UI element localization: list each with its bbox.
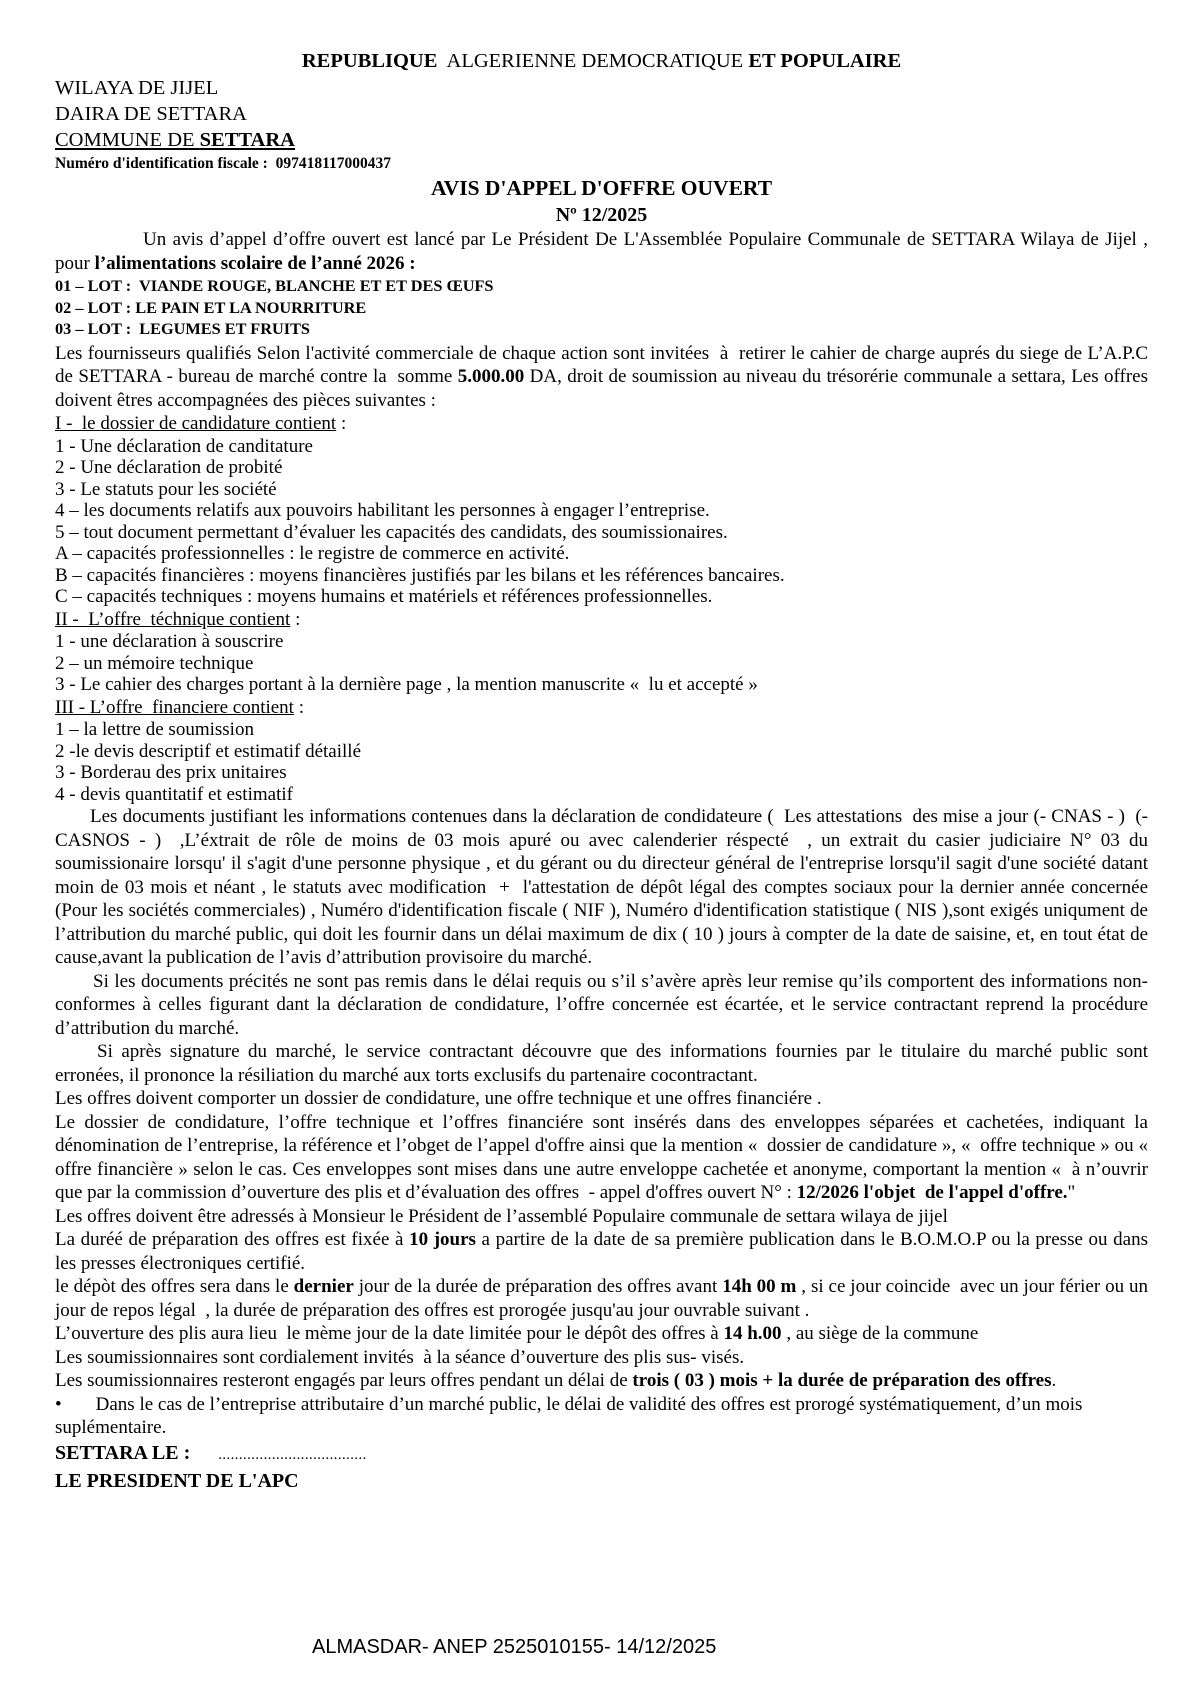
reference-appel-bold: 12/2026 l'objet de l'appel d'offre.: [796, 1182, 1068, 1203]
paragraph-ouverture-plis: L’ouverture des plis aura lieu le mème jour de la date limitée pour le dépôt des offres à 14 h.00 , au siège de la commune: [55, 1323, 979, 1344]
capacite-item-c: C – capacités techniques : moyens humains et matériels et références professionnelles.: [55, 586, 713, 607]
date-dotted-line: ....................................: [218, 1446, 367, 1463]
paragraph-duree-preparation: La duréé de préparation des offres est fixée à 10 jours a partire de la date de sa première publication dans le B.O.M.O.P ou la presse ou dans les presses électroniques certifié.: [55, 1229, 1153, 1274]
paragraph-delai-remise: Si les documents précités ne sont pas remis dans le délai requis ou s’il s’avère après leur remise qu’ils comportent des informations non-conformes à celles figurant dant la déclaration de condidature, l’offre concernée est écartée, et le service contractant reprend la procédure d’attribution du marché.: [55, 970, 1153, 1039]
signature-date-line: [55, 1440, 1148, 1468]
offre-financiere-item-4: 4 - devis quantitatif et estimatif: [55, 783, 293, 805]
header-republique-bold: REPUBLIQUE: [301, 50, 438, 72]
notice-number: Nº 12/2025: [555, 204, 648, 226]
bullet-icon: •: [55, 1393, 62, 1415]
offre-financiere-item-1: 1 – la lettre de soumission: [55, 719, 254, 740]
lot-line-3: 03 – LOT : LEGUMES ET FRUITS: [55, 319, 310, 338]
lot-line-1: 01 – LOT : VIANDE ROUGE, BLANCHE ET ET DES ŒUFS: [55, 276, 494, 295]
commune-label: COMMUNE DE: [55, 129, 200, 151]
section-3-heading: III - L’offre financiere contient :: [55, 696, 304, 718]
commune-name: SETTARA: [199, 129, 295, 151]
lot-line-2: 02 – LOT : LE PAIN ET LA NOURRITURE: [55, 297, 367, 317]
capacite-item-a: A – capacités professionnelles : le registre de commerce en activité.: [55, 543, 570, 564]
paragraph-intro: Un avis d’appel d’offre ouvert est lancé par Le Président De L'Assemblée Populaire Communale de SETTARA Wilaya de Jijel , pour l’alimentations scolaire de l’anné 2026 :: [55, 229, 1153, 274]
notice-title: AVIS D'APPEL D'OFFRE OUVERT: [430, 176, 773, 200]
heure-depot-bold: 14h 00 m: [722, 1276, 797, 1297]
dossier-item-2: 2 - Une déclaration de probité: [55, 457, 283, 478]
paragraph-fournisseurs: Les fournisseurs qualifiés Selon l'activité commerciale de chaque action sont invitées à retirer le cahier de charge auprés du siege de L’A.P.C de SETTARA - bureau de marché contre la somme 5.000.00 DA, droit de soumission au niveau du trésorérie communale a settara, Les offres doivent êtres accompagnées des pièces suivantes :: [55, 342, 1153, 411]
paragraph-invitation: Les soumissionnaires sont cordialement invités à la séance d’ouverture des plis sus- visés.: [55, 1346, 745, 1368]
dernier-bold: dernier: [293, 1276, 354, 1297]
footer-anep: ALMASDAR- ANEP 2525010155- 14/12/2025: [312, 1636, 717, 1658]
paragraph-engagement: Les soumissionnaires resteront engagés par leurs offres pendant un délai de trois ( 03 ) mois + la durée de préparation des offres.: [55, 1370, 1057, 1391]
header-republique-mid: ALGERIENNE DEMOCRATIQUE: [437, 50, 749, 72]
bullet-item: • Dans le cas de l’entreprise attributaire d’un marché public, le délai de validité des offres est prorogé systématiquement, d’un mois suplémentaire.: [55, 1393, 1088, 1438]
section-1-heading: I - le dossier de candidature contient :: [55, 413, 347, 434]
paragraph-signature-marche: Si après signature du marché, le service contractant découvre que des informations fournies par le titulaire du marché public sont erronées, il prononce la résiliation du marché aux torts exclusifs du partenaire cocontractant.: [55, 1041, 1153, 1086]
paragraph-documents-justificatifs: Les documents justifiant les informations contenues dans la déclaration de condidateure ( Les attestations des mise a jour (- CNAS - ) (-CASNOS - ) ,L’éxtrait de rôle de moins de 03 mois apuré ou avec calenderier réspecté , un extrait du casier judiciaire N° 03 du soumissionaire lorsqu' il s'agit d'une personne physique , et du gérant ou du directeur général de l'entreprise lorsqu'il sagit d'une société datant moin de 03 mois et néant , le statuts avec modification + l'attestation de dépôt légal des comptes sociaux pour la dernier année concernée (Pour les sociétés commerciales) , Numéro d'identification fiscale ( NIF ), Numéro d'identification statistique ( NIS ),sont exigés uniqument de l’attribution du marché public, qui doit les fournir dans un délai maximum de dix ( 10 ) jours à compter de la date de saisine, et, en tout état de cause,avant la publication de l’avis d’attribution provisoire du marché.: [55, 806, 1158, 968]
offre-technique-item-3: 3 - Le cahier des charges portant à la dernière page , la mention manuscrite « lu et accepté »: [55, 674, 758, 695]
settara-le-label: SETTARA LE :: [55, 1441, 191, 1464]
offre-financiere-item-2: 2 -le devis descriptif et estimatif détaillé: [55, 740, 362, 762]
header-daira: DAIRA DE SETTARA: [55, 103, 247, 125]
capacite-item-b: B – capacités financières : moyens financières justifiés par les bilans et les références bancaires.: [55, 564, 785, 586]
dossier-item-1: 1 - Une déclaration de canditature: [55, 435, 313, 457]
header-nif: Numéro d'identification fiscale : 097418117000437: [55, 155, 391, 172]
offre-technique-item-1: 1 - une déclaration à souscrire: [55, 631, 284, 652]
duree-bold: 10 jours: [409, 1229, 476, 1250]
header-wilaya: WILAYA DE JIJEL: [55, 77, 219, 99]
signature-president: LE PRESIDENT DE L'APC: [55, 1469, 299, 1492]
paragraph-enveloppes: Le dossier de condidature, l’offre technique et l’offres financiére sont insérés dans des enveloppes séparées et cachetées, indiquant la dénomination de l’entreprise, la référence et l’obget de l’appel d'offre ainsi que la mention « dossier de candidature », « offre technique » ou « offre financière » selon le cas. Ces enveloppes sont mises dans une autre enveloppe cachetée et anonyme, comportant la mention « à n’ouvrir que par la commission d’ouverture des plis et d’évaluation des offres - appel d'offres ouvert N° : 12/2026 l'objet de l'appel d'offre.": [55, 1111, 1153, 1203]
paragraph-depot-offres: le dépòt des offres sera dans le dernier jour de la durée de préparation des offres avant 14h 00 m , si ce jour coincide avec un jour férier ou un jour de repos légal , la durée de préparation des offres est prorogée jusqu'au jour ouvrable suivant .: [55, 1276, 1153, 1321]
section-2-heading: II - L’offre téchnique contient :: [55, 608, 301, 630]
offre-financiere-item-3: 3 - Borderau des prix unitaires: [55, 762, 287, 783]
heure-ouverture-bold: 14 h.00: [723, 1323, 782, 1344]
dossier-item-4: 4 – les documents relatifs aux pouvoirs habilitant les personnes à engager l’entreprise.: [55, 500, 710, 521]
delai-validite-bold: trois ( 03 ) mois + la durée de préparation des offres: [632, 1370, 1052, 1391]
intro-object-bold: l’alimentations scolaire de l’anné 2026 :: [94, 252, 416, 274]
paragraph-offres-composition: Les offres doivent comporter un dossier de condidature, une offre technique et une offres financiére .: [55, 1088, 822, 1109]
dossier-item-3: 3 - Le statuts pour les société: [55, 478, 277, 500]
header-line-republique: [55, 48, 1148, 75]
montant-bold: 5.000.00: [457, 366, 525, 387]
header-populaire-bold: ET POPULAIRE: [748, 50, 902, 72]
dossier-item-5: 5 – tout document permettant d’évaluer les capacités des candidats, des soumissionaires.: [55, 521, 728, 543]
header-commune: [55, 127, 1148, 153]
paragraph-adresse: Les offres doivent être adressés à Monsieur le Président de l’assemblé Populaire communale de settara wilaya de jijel: [55, 1205, 948, 1227]
offre-technique-item-2: 2 – un mémoire technique: [55, 652, 254, 674]
